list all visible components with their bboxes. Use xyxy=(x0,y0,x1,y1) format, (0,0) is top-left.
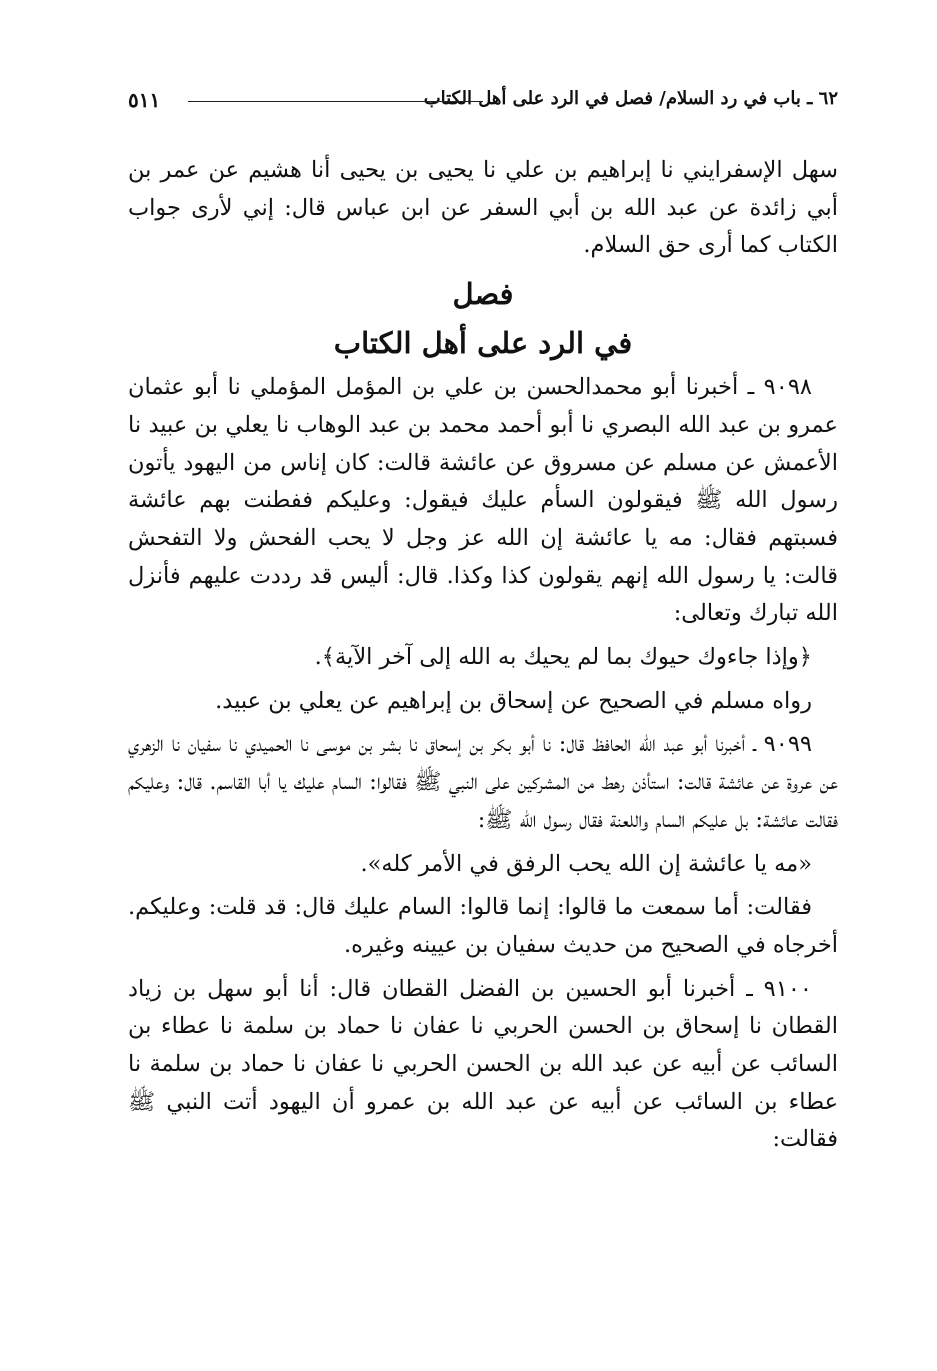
running-header xyxy=(128,88,838,118)
page-body xyxy=(128,152,838,1165)
prophet-quote: «مه يا عائشة إن الله يحب الرفق في الأمر كله». xyxy=(360,850,812,877)
header-rule xyxy=(188,101,483,102)
hadith-9099-continuation: فقالت: أما سمعت ما قالوا: إنما قالوا: السام عليك قال: قد قلت: وعليكم. أخرجاه في الصحيح من حديث سفيان بن عيينه وغيره. xyxy=(128,894,838,958)
quran-quote: ﴿وإذا جاءوك حيوك بما لم يحيك به الله إلى آخر الآية﴾. xyxy=(314,644,812,671)
hadith-9098: ٩٠٩٨ ـ أخبرنا أبو محمدالحسن بن علي بن المؤمل المؤملي نا أبو عثمان عمرو بن عبد الله البصري نا أبو أحمد محمد بن عبد الوهاب نا يعلي بن عبيد نا الأعمش عن مسلم عن مسروق عن عائشة قالت: كان إناس من اليهود يأتون رسول الله ﷺ فيقولون السأم عليك فيقول: وعليكم ففطنت بهم عائشة فسبتهم فقال: مه يا عائشة إن الله عز وجل لا يحب الفحش ولا التفحش قالت: يا رسول الله إنهم يقولون كذا وكذا. قال: أليس قد رددت عليهم فأنزل الله تبارك وتعالى: xyxy=(128,374,838,627)
section-subheading: في الرد على أهل الكتاب xyxy=(333,326,633,361)
hadith-9098-source: رواه مسلم في الصحيح عن إسحاق بن إبراهيم عن يعلي بن عبيد. xyxy=(215,687,812,714)
header-title: ٦٢ ـ باب في رد السلام/ فصل في الرد على أهل الكتاب xyxy=(423,88,838,109)
hadith-9100: ٩١٠٠ ـ أخبرنا أبو الحسين بن الفضل القطان قال: أنا أبو سهل بن زياد القطان نا إسحاق بن الحسن الحربي نا عفان نا حماد بن سلمة نا عطاء بن السائب عن أبيه عن عبد الله بن الحسن الحربي نا عفان نا حماد بن سلمة نا عطاء بن السائب عن أبيه عن عبد الله بن عمرو أن اليهود أتت النبي ﷺ فقالت: xyxy=(128,975,838,1153)
hadith-9099: ٩٠٩٩ ـ أخبرنا أبو عبد الله الحافظ قال: نا أبو بكر بن إسحاق نا بشر بن موسى نا الحميدي نا سفيان نا الزهري عن عروة عن عائشة قالت: استأذن رهط من المشركين على النبي ﷺ فقالوا: السام عليك يا أبا القاسم. قال: وعليكم فقالت عائشة: بل عليكم السام واللعنة فقال رسول الله ﷺ: xyxy=(128,731,838,833)
paragraph-intro: سهل الإسفرايني نا إبراهيم بن علي نا يحيى بن يحيى أنا هشيم عن عمر بن أبي زائدة عن عبد الله بن أبي السفر عن ابن عباس قال: إني لأرى جواب الكتاب كما أرى حق السلام. xyxy=(128,157,838,259)
page-number: ٥١١ xyxy=(128,88,161,112)
section-heading: فصل xyxy=(452,277,514,312)
